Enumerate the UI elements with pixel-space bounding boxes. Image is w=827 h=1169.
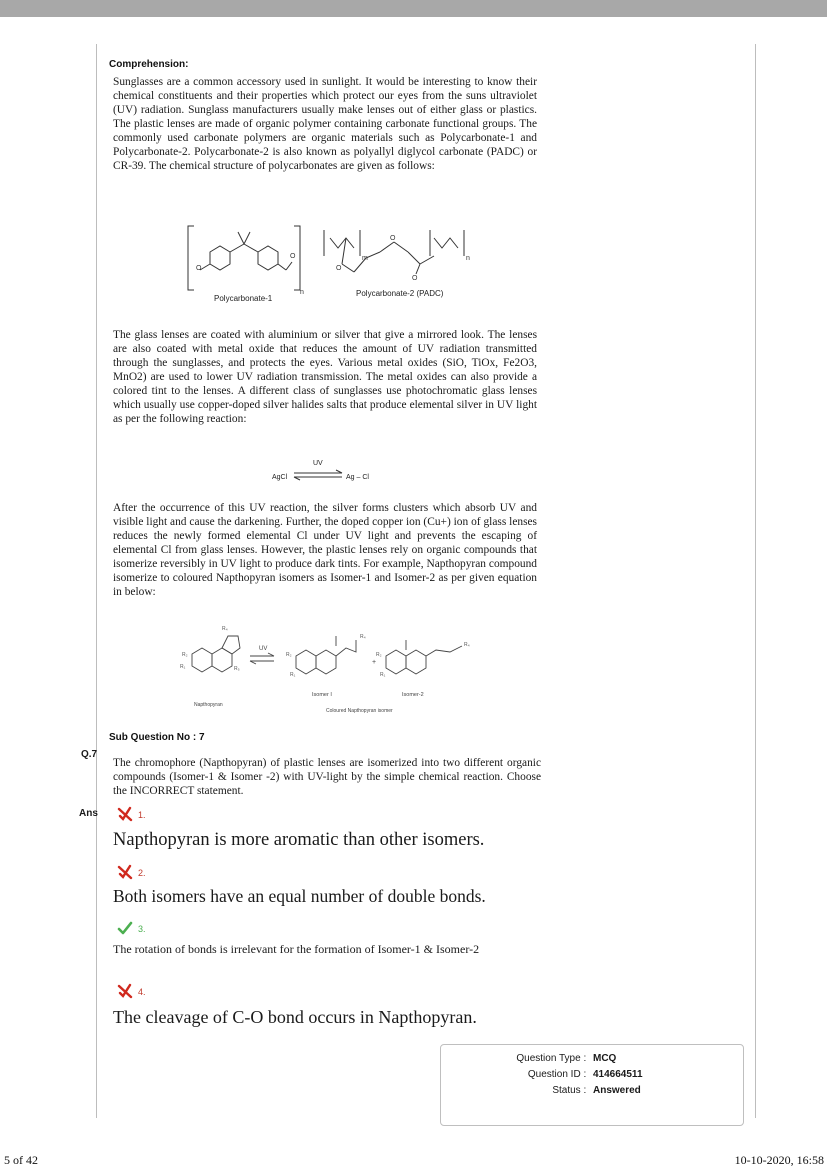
svg-text:O: O [390, 235, 396, 242]
reaction-right: Ag – Cl [346, 474, 369, 481]
browser-top-bar [0, 0, 827, 17]
question-id-row [441, 1069, 641, 1080]
subquestion-heading: Sub Question No : 7 [109, 732, 205, 743]
svg-text:O: O [412, 275, 418, 282]
question-number: Q.7 [81, 749, 98, 760]
status-label: Status : [552, 1085, 587, 1096]
silver-chloride-reaction [260, 452, 390, 486]
svg-text:R₁: R₁ [380, 672, 386, 678]
option-3-text: The rotation of bonds is irrelevant for the formation of Isomer-1 & Isomer-2 [113, 942, 480, 956]
svg-text:R₂: R₂ [286, 652, 292, 658]
wrong-cross-icon [117, 806, 133, 822]
svg-text:R₅: R₅ [234, 666, 240, 672]
comprehension-heading: Comprehension: [109, 59, 189, 70]
svg-text:R₄: R₄ [222, 626, 228, 632]
svg-text:O: O [196, 265, 202, 272]
isomerization-uv: UV [259, 646, 268, 652]
correct-check-icon [117, 920, 133, 936]
subscript-m: m [362, 255, 368, 262]
comprehension-paragraph-3: After the occurrence of this UV reaction, the silver forms clusters which absorb UV and visible light and cause the darkening. Further, the doped copper ion (Cu+) ion of glass lenses reduces the newly formed elemental Cl under UV light and prevents the escaping of elemental Cl from glass lenses. However, the plastic lenses rely on organic compounds that isomerize reversibly in UV light to produce dark tints. For example, Napthopyran compound isomerize to coloured Napthopyran isomers as Isomer-1 and Isomer-2 as per given equation in below: [113, 502, 537, 598]
question-id-label: Question ID : [527, 1069, 587, 1080]
svg-text:R₂: R₂ [376, 652, 382, 658]
svg-text:R₄: R₄ [464, 642, 470, 648]
polycarbonate-1-label: Polycarbonate-1 [214, 294, 273, 303]
question-type-value: MCQ [593, 1053, 617, 1064]
svg-text:R₂: R₂ [182, 652, 188, 658]
page-counter: 5 of 42 [4, 1153, 38, 1167]
napthopyran-label: Napthopyran [194, 702, 223, 708]
isomer-2-label: Isomer-2 [402, 692, 424, 698]
comprehension-paragraph-1: Sunglasses are a common accessory used in sunlight. It would be interesting to know their chemical constituents and their properties which protect our eyes from the suns ultraviolet (UV) radiation. Sunglass manufacturers usually make lenses out of either glass or plastics. The plastic lenses are made of organic polymer containing carbonate functional groups. The commonly used carbonate polymers are organic materials such as Polycarbonate-1 and Polycarbonate-2. Polycarbonate-2 is also known as polyallyl diglycol carbonate (PADC) or CR-39. The chemical structure of polycarbonates are given as follows: [113, 76, 537, 172]
option-3-number: 3. [138, 924, 146, 934]
option-1-text: Napthopyran is more aromatic than other isomers. [113, 830, 485, 850]
svg-text:O: O [336, 265, 342, 272]
wrong-cross-icon [117, 983, 133, 999]
comprehension-paragraph-2: The glass lenses are coated with aluminium or silver that give a mirrored look. The lenses are also coated with metal oxide that reduces the amount of UV radiation transmitted through the sunglasses, and protects the eyes. Various metal oxides (SiO, TiOx, Fe2O3, MnO2) are used to lower UV radiation transmission. The metal oxides can also provide a colored tint to the lenses. A different class of sunglasses use photochromatic glass lenses which usually use copper-doped silver halides salts that produce elemental silver in UV light as per the following reaction: [113, 329, 537, 425]
subscript-n1: n [300, 289, 304, 296]
wrong-cross-icon [117, 864, 133, 880]
option-4-number: 4. [138, 987, 146, 997]
reaction-left: AgCl [272, 474, 288, 481]
option-1-number: 1. [138, 810, 146, 820]
svg-text:R₄: R₄ [360, 634, 366, 640]
isomer-1-label: Isomer I [312, 692, 332, 698]
print-datetime: 10-10-2020, 16:58 [734, 1153, 824, 1167]
svg-text:O: O [290, 253, 296, 260]
svg-text:R₁: R₁ [180, 664, 186, 670]
question-type-row [441, 1053, 641, 1064]
svg-text:R₁: R₁ [290, 672, 296, 678]
option-2-number: 2. [138, 868, 146, 878]
question-id-value: 414664511 [593, 1069, 643, 1080]
svg-text:+: + [372, 659, 377, 666]
polycarbonate-2-label: Polycarbonate-2 (PADC) [356, 289, 444, 298]
status-row [441, 1085, 641, 1096]
question-info-box [440, 1044, 744, 1126]
question-type-label: Question Type : [516, 1053, 587, 1064]
status-value: Answered [593, 1085, 641, 1096]
colored-isomer-label: Coloured Napthopyran isomer [326, 708, 393, 714]
answer-label: Ans [79, 808, 98, 819]
polycarbonate-structures-figure [180, 208, 480, 308]
subscript-n2: n [466, 255, 470, 262]
reaction-uv: UV [313, 460, 323, 467]
option-2-text: Both isomers have an equal number of double bonds. [113, 886, 486, 906]
option-4-text: The cleavage of C-O bond occurs in Napthopyran. [113, 1007, 477, 1027]
question-text: The chromophore (Napthopyran) of plastic lenses are isomerized into two different organic compounds (Isomer-1 & Isomer -2) with UV-light by the simple chemical reaction. Choose the INCORRECT statement. [113, 757, 541, 797]
napthopyran-isomerization-figure [170, 616, 490, 716]
